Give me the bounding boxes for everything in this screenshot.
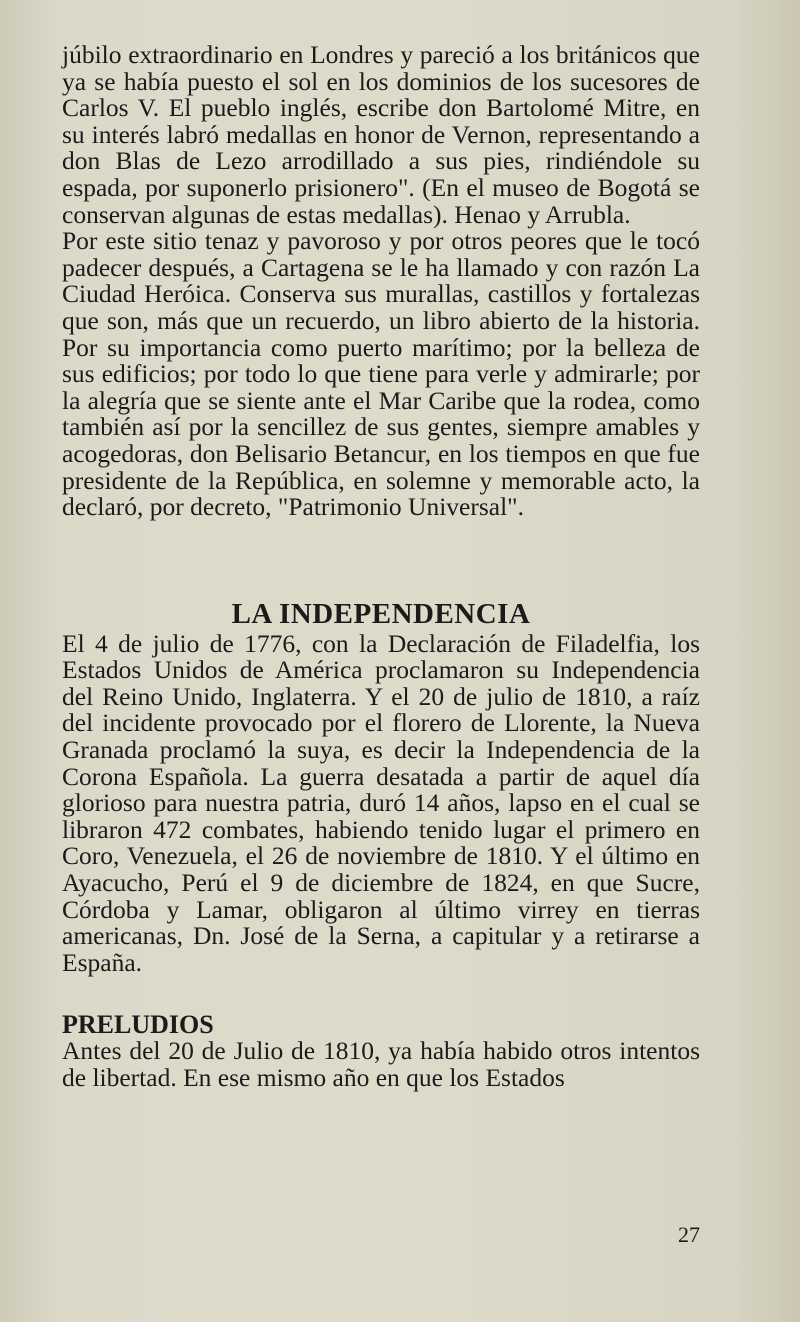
subheading: PRELUDIOS — [62, 1010, 214, 1040]
paragraph-medallas: júbilo extraordinario en Londres y pareció a los británicos que ya se había puesto el sol en los dominios de los sucesores de Carlos V. El pueblo inglés, escribe don Bartolomé Mitre, en su interés labró medallas en honor de Vernon, representando a don Blas de Lezo arrodillado a sus pies, rindiéndole su espada, por suponerlo prisionero". (En el museo de Bogotá se conservan algunas de estas medallas). Henao y Arrubla. — [62, 40, 700, 229]
text-column — [62, 42, 700, 1092]
paragraph-ciudad-heroica: Por este sitio tenaz y pavoroso y por otros peores que le tocó padecer después, a Cartagena se le ha llamado y con razón La Ciudad Heróica. Conserva sus murallas, castillos y fortalezas que son, más que un recuerdo, un libro abierto de la historia. Por su importancia como puerto marítimo; por la belleza de sus edificios; por todo lo que tiene para verle y admirarle; por la alegría que se siente ante el Mar Caribe que la rodea, como también así por la sencillez de sus gentes, siempre amables y acogedoras, don Belisario Betancur, en los tiempos en que fue presidente de la República, en solemne y memorable acto, la declaró, por decreto, "Patrimonio Universal". — [62, 226, 700, 522]
section-heading: LA INDEPENDENCIA — [231, 597, 531, 630]
page-number: 27 — [678, 1222, 700, 1247]
paragraph-preludios: Antes del 20 de Julio de 1810, ya había habido otros intentos de libertad. En ese mismo año en que los Estados — [62, 1036, 700, 1092]
paragraph-independencia: El 4 de julio de 1776, con la Declaración de Filadelfia, los Estados Unidos de América proclamaron su Independencia del Reino Unido, Inglaterra. Y el 20 de julio de 1810, a raíz del incidente provocado por el florero de Llorente, la Nueva Granada proclamó la suya, es decir la Independencia de la Corona Española. La guerra desatada a partir de aquel día glorioso para nuestra patria, duró 14 años, lapso en el cual se libraron 472 combates, habiendo tenido lugar el primero en Coro, Venezuela, el 26 de noviembre de 1810. Y el último en Ayacucho, Perú el 9 de diciembre de 1824, en que Sucre, Córdoba y Lamar, obligaron al último virrey en tierras americanas, Dn. José de la Serna, a capitular y a retirarse a España. — [62, 628, 700, 977]
